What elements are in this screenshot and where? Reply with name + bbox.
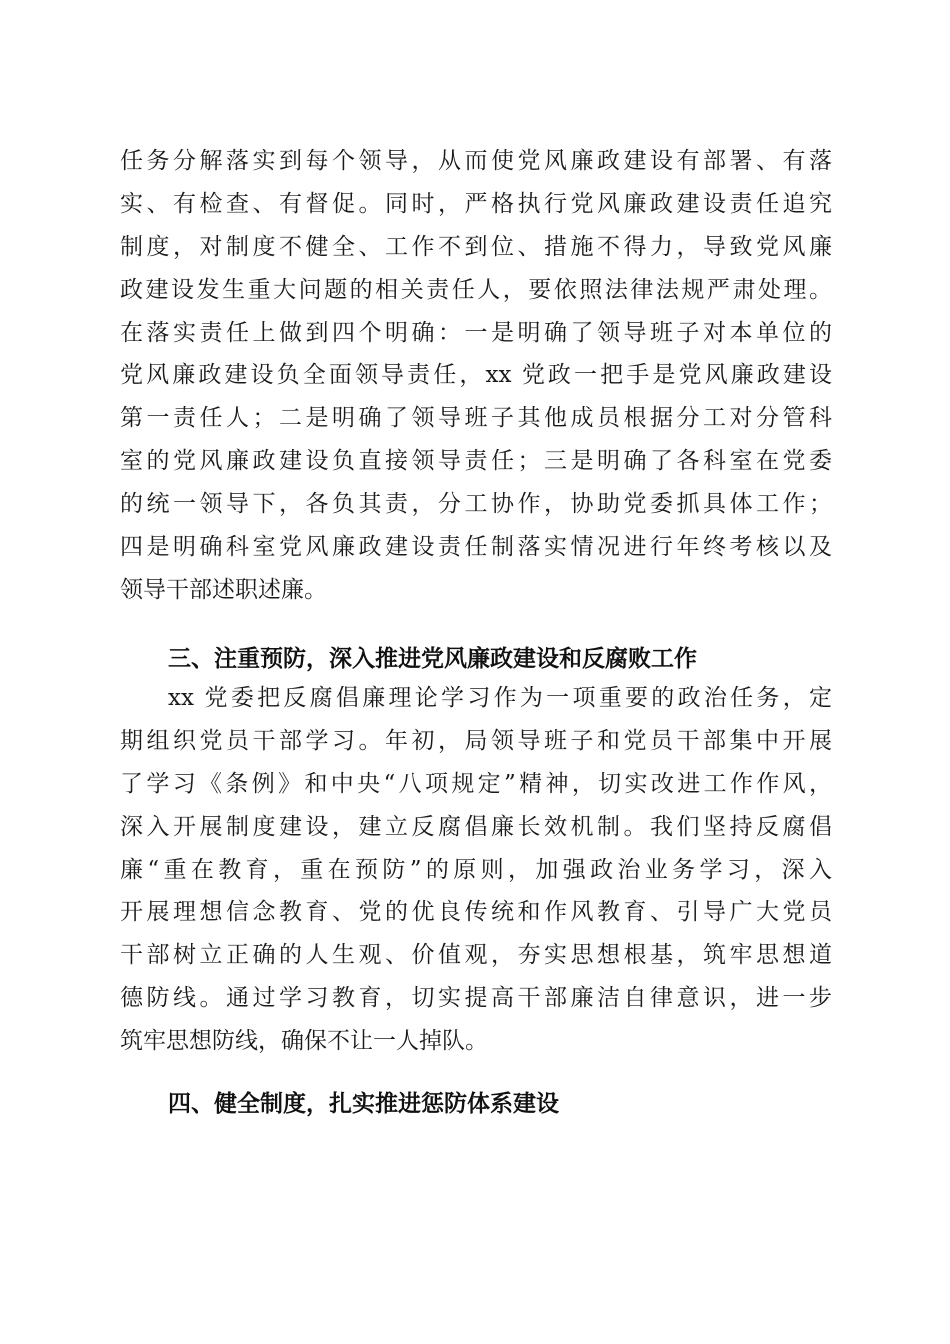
paragraph-line: 四是明确科室党风廉政建设责任制落实情况进行年终考核以及 bbox=[120, 534, 832, 561]
paragraph-line: 的统一领导下，各负其责，分工协作，协助党委抓具体工作； bbox=[120, 491, 832, 518]
paragraph-line: 开展理想信念教育、党的优良传统和作风教育、引导广大党员 bbox=[120, 899, 832, 926]
paragraph-line: 任务分解落实到每个领导，从而使党风廉政建设有部署、有落 bbox=[120, 148, 832, 174]
paragraph-prevention bbox=[120, 677, 832, 1063]
paragraph-line: 实、有检查、有督促。同时，严格执行党风廉政建设责任追究 bbox=[120, 190, 832, 217]
paragraph-line: 干部树立正确的人生观、价值观，夯实思想根基，筑牢思想道 bbox=[120, 942, 832, 969]
paragraph-line: 深入开展制度建设，建立反腐倡廉长效机制。我们坚持反腐倡 bbox=[120, 813, 832, 840]
paragraph-line: 制度，对制度不健全、工作不到位、措施不得力，导致党风廉 bbox=[120, 233, 832, 260]
paragraph-line: 党风廉政建设负全面领导责任，xx 党政一把手是党风廉政建设 bbox=[120, 362, 832, 389]
paragraph-line: xx 党委把反腐倡廉理论学习作为一项重要的政治任务，定 bbox=[168, 685, 832, 711]
paragraph-line: 室的党风廉政建设负直接领导责任；三是明确了各科室在党委 bbox=[120, 448, 832, 475]
paragraph-line: 第一责任人；二是明确了领导班子其他成员根据分工对分管科 bbox=[120, 405, 832, 432]
paragraph-line: 了学习《条例》和中央“八项规定”精神，切实改进工作作风， bbox=[120, 770, 832, 797]
paragraph-line: 在落实责任上做到四个明确：一是明确了领导班子对本单位的 bbox=[120, 319, 832, 346]
paragraph-line: 领导干部述职述廉。 bbox=[120, 576, 327, 603]
paragraph-line: 筑牢思想防线，确保不让一人掉队。 bbox=[120, 1028, 488, 1055]
section-heading-4: 四、健全制度，扎实推进惩防体系建设 bbox=[168, 1091, 559, 1117]
paragraph-line: 廉“重在教育，重在预防”的原则，加强政治业务学习，深入 bbox=[120, 856, 832, 883]
paragraph-responsibility bbox=[120, 140, 832, 612]
paragraph-line: 德防线。通过学习教育，切实提高干部廉洁自律意识，进一步 bbox=[120, 985, 832, 1012]
section-heading-3: 三、注重预防，深入推进党风廉政建设和反腐败工作 bbox=[168, 646, 697, 672]
paragraph-line: 期组织党员干部学习。年初，局领导班子和党员干部集中开展 bbox=[120, 727, 832, 754]
paragraph-line: 政建设发生重大问题的相关责任人，要依照法律法规严肃处理。 bbox=[120, 276, 832, 303]
